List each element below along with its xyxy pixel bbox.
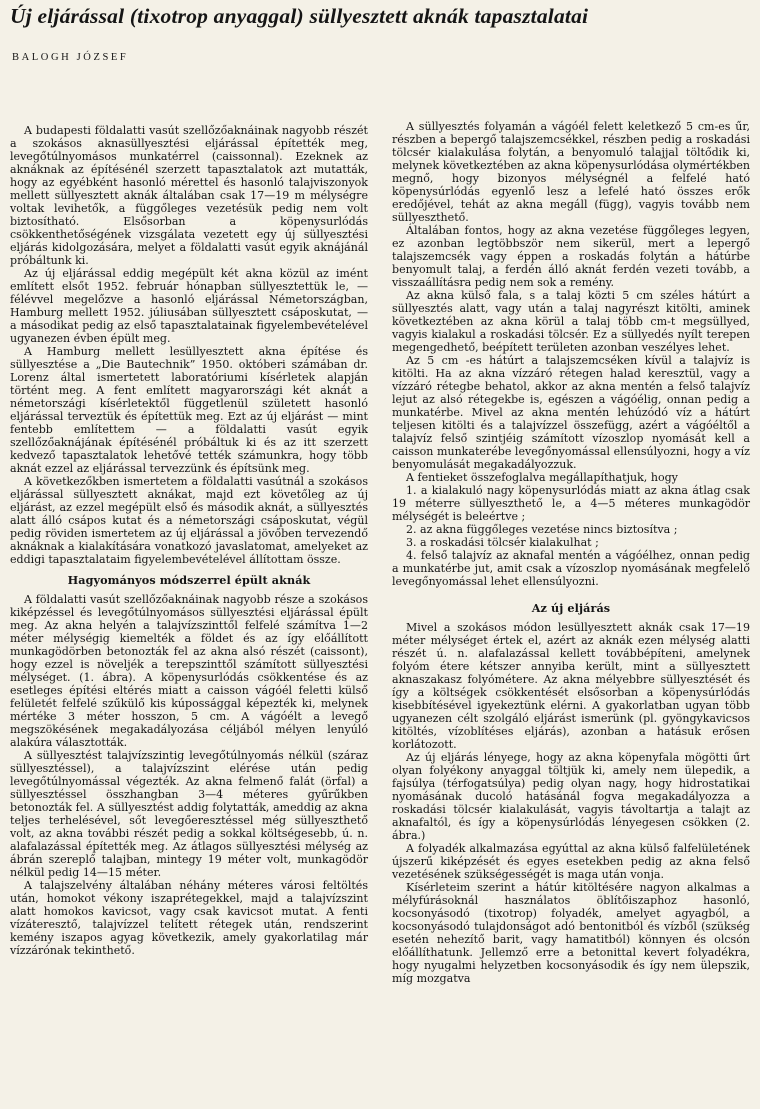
article-author: BALOGH JÓZSEF (12, 52, 129, 63)
body-paragraph: A folyadék alkalmazása egyúttal az akna külső falfelületének újszerű kiképzését és egyes esetekben pedig az akna felső vezetésének szükségességét is maga után vonja. (392, 842, 750, 881)
body-paragraph: Az új eljárással eddig megépült két akna közül az imént említett elsőt 1952. február hónapban süllyesztettük le, — félévvel megelőzve a hasonló eljárással Németországban, Hamburg mellett 1952. júliusában süllyesztett csáposkutat, — a másodikat pedig az első tapasztalatainak figyelembevételével ugyanezen évben épült meg. (10, 267, 368, 345)
body-paragraph: A következőkben ismertetem a földalatti vasútnál a szokásos eljárással süllyesztett aknákat, majd ezt követőleg az új eljárást, az ezzel megépült első és második aknát, a süllyesztés alatt álló csápos kutat és a németországi csáposkutat, végül pedig röviden ismertetem az új eljárással a jövőben tervezendő aknáknak a kialakítására vonatkozó javaslatomat, amelyeket az eddigi tapasztalataim figyelembevételével állítottam össze. (10, 475, 368, 566)
section-heading: Hagyományos módszerrel épült aknák (67, 573, 311, 587)
body-paragraph: A budapesti földalatti vasút szellőzőaknáinak nagyobb részét a szokásos aknasüllyesztési eljárással építették meg, levegőtúlnyomásos munkatérrel (caissonnal). Ezeknek az aknáknak az építésénél szerzett tapasztalatok azt mutatták, hogy az egyébként hasonló mérettel és hasonló talajviszonyok mellett süllyesztett aknák általában csak 17—19 m mélységre voltak levihetők, a függőleges vezetésük pedig nem volt biztosítható. Elsősorban a köpenysurlódás csökkenthetőségének vizsgálata vezetett egy új süllyesztési eljárás kidolgozására, melyet a földalatti vasút egyik aknájánál próbáltunk ki. (10, 124, 368, 267)
body-paragraph: A földalatti vasút szellőzőaknáinak nagyobb része a szokásos kiképzéssel és levegőtúlnyomásos süllyesztési eljárással épült meg. Az akna helyén a talajvízszinttől felfelé számítva 1—2 méter mélységig kiemelték a földet és az így előállított munkagödörben betonozták fel az akna alsó részét (caissont), hogy ezzel is növeljék a terepszinttől számított süllyesztési mélységet. (1. ábra). A köpenysurlódás csökkentése és az esetleges építési eltérés miatt a caisson vágóél feletti külső felületét felfelé szűkülő kis kúpossággal képezték ki, melynek mértéke 3 méter hosszon, 5 cm. A vágóélt a levegő megszökésének megakadályozása céljából mélyen lenyúló alakúra választották. (10, 593, 368, 749)
left-column (10, 124, 368, 957)
summary-list (392, 484, 750, 588)
body-paragraph: Mivel a szokásos módon lesüllyesztett aknák csak 17—19 méter mélységet értek el, azért az aknák ezen mélység alatti részét ú. n. alafalazással kellett továbbépíteni, amelynek folyóm étere kétszer annyiba került, mint a süllyesztett aknaszakasz folyómétere. Az akna mélyebbre süllyesztését és így a költségek csökkentését elsősorban a köpenysúrlódás kisebbítésével igyekeztünk elérni. A gyakorlatban ugyan több ugyanezen célt szolgáló eljárást ismerünk (pl. gyöngykavicsos kitöltés, vízoblítéses eljárás), azonban a hatásuk erősen korlátozott. (392, 621, 750, 751)
article-title: Új eljárással (tixotrop anyaggal) süllyesztett aknák tapasztalatai (10, 4, 589, 28)
body-paragraph: Az 5 cm -es hátúrt a talajszemcséken kívül a talajvíz is kitölti. Ha az akna vízzáró rétegen halad keresztül, vagy a vízzáró rétegbe behatol, akkor az akna mentén a felső talajvíz lejut az alsó rétegekbe is, egészen a vágóélig, onnan pedig a munkatérbe. Mivel az akna mentén lehúzódó víz a hátúrt teljesen kitölti és a talajvízzel összefügg, azért a vágóéltől a talajvíz felső szintjéig számított vízoszlop nyomását kell a caisson munkaterébe levegőnyomással ellensúlyozni, hogy a víz benyomulását megakadályozzuk. (392, 354, 750, 471)
list-item: 3. a roskadási tölcsér kialakulhat ; (406, 536, 599, 549)
body-paragraph: Az akna külső fala, s a talaj közti 5 cm széles hátúrt a süllyesztés alatt, vagy után a talaj nagyrészt kitölti, aminek következtében az akna körül a talaj több cm-t megsüllyed, vagyis kialakul a roskadási tölcsér. Ez a süllyedés nyílt terepen megengedhető, beépített területen azonban veszélyes lehet. (392, 289, 750, 354)
list-item: 1. a kialakuló nagy köpenysurlódás miatt az akna átlag csak 19 méterre süllyeszthető le, a 4—5 méteres munkagödör mélységét is beleértve ; (392, 484, 750, 523)
list-item: 4. felső talajvíz az aknafal mentén a vágóélhez, onnan pedig a munkatérbe jut, amit csak a vízoszlop nyomásának megfelelő levegőnyomással lehet ellensúlyozni. (392, 549, 750, 588)
body-paragraph: Az új eljárás lényege, hogy az akna köpenyfala mögötti űrt olyan folyékony anyaggal töltjük ki, amely nem ülepedik, a fajsúlya (térfogatsúlya) pedig olyan nagy, hogy hidrostatikai nyomásának ducoló hatásánál fogva megakadályozza a roskadási tölcsér kialakulását, vagyis távoltartja a talajt az aknafaltól, és így a köpenysúrlódás lényegesen csökken (2. ábra.) (392, 751, 750, 842)
body-paragraph: A süllyesztést talajvízszintig levegőtúlnyomás nélkül (száraz süllyesztéssel), a talajvízszint elérése után pedig levegőtúlnyomással végezték. Az akna felmenő falát (örfal) a süllyesztéssel összhangban 3—4 méteres gyűrűkben betonozták fel. A süllyesztést addig folytatták, ameddig az akna teljes terhelésével, sőt levegőeresztéssel még süllyeszthető volt, az akna további részét pedig a sokkal költségesebb, ú. n. alafalazással építették meg. Az átlagos süllyesztési mélység az ábrán szereplő talajban, mintegy 19 méter volt, munkagödör nélkül pedig 14—15 méter. (10, 749, 368, 879)
list-item: 2. az akna függőleges vezetése nincs biztosítva ; (406, 523, 678, 536)
body-paragraph: A Hamburg mellett lesüllyesztett akna építése és süllyesztése a „Die Bautechnik” 1950. októberi számában dr. Lorenz által ismertetett laboratóriumi kísérletek alapján történt meg. A fent említett magyarországi két aknát a németországi kísérletektől függetlenül született hasonló eljárással terveztük és építettük meg. Ezt az új eljárást — mint fentebb említettem — a földalatti vasút egyik szellőzőaknájának építésénél próbáltuk ki és az itt szerzett kedvező tapasztalatok lehetővé tették számunkra, hogy több aknát ezzel az eljárással tervezzünk és építsünk meg. (10, 345, 368, 475)
right-column (392, 120, 750, 985)
body-paragraph: A süllyesztés folyamán a vágóél felett keletkező 5 cm-es űr, részben a bepergő talajszemcsékkel, részben pedig a roskadási tölcsér kialakulása folytán, a benyomuló talajjal töltődik ki, melynek következtében az akna köpenysurlódása olymértékben megnő, hogy bizonyos mélységnél a felfelé ható köpenysúrlódás egyenlő lesz a lefelé ható összes erők eredőjével, tehát az akna megáll (függ), vagyis tovább nem süllyeszthető. (392, 120, 750, 224)
body-paragraph: Általában fontos, hogy az akna vezetése függőleges legyen, ez azonban legtöbbször nem sikerül, mert a lepergő talajszemcsék vagy éppen a roskadás folytán a hátúrbe benyomult talaj, a ferdén álló aknát ferdén vezeti tovább, a visszaállításra pedig nem sok a remény. (392, 224, 750, 289)
body-paragraph: A talajszelvény általában néhány méteres városi feltöltés után, homokot vékony iszaprétegekkel, majd a talajvízszint alatt homokos kavicsot, vagy csak kavicsot mutat. A fenti vízáteresztő, talajvízzel telített rétegek után, rendszerint kemény iszapos agyag következik, amely gyakorlatilag már vízzárónak tekinthető. (10, 879, 368, 957)
section-heading: Az új eljárás (531, 601, 611, 615)
body-paragraph: A fentieket összefoglalva megállapíthatjuk, hogy (406, 471, 678, 484)
body-paragraph: Kísérleteim szerint a hátúr kitöltésére nagyon alkalmas a mélyfúrásoknál használatos öblítőiszaphoz hasonló, kocsonyásodó (tixotrop) folyadék, amelyet agyagból, a kocsonyásodó tulajdonságot adó bentonitból és vízből (szükség esetén nehezítő barit, vagy hamatitból) könnyen és olcsón előállíthatunk. Jellemző erre a betonittal kevert folyadékra, hogy nyugalmi helyzetben kocsonyásodik és így nem ülepszik, míg mozgatva (392, 881, 750, 985)
